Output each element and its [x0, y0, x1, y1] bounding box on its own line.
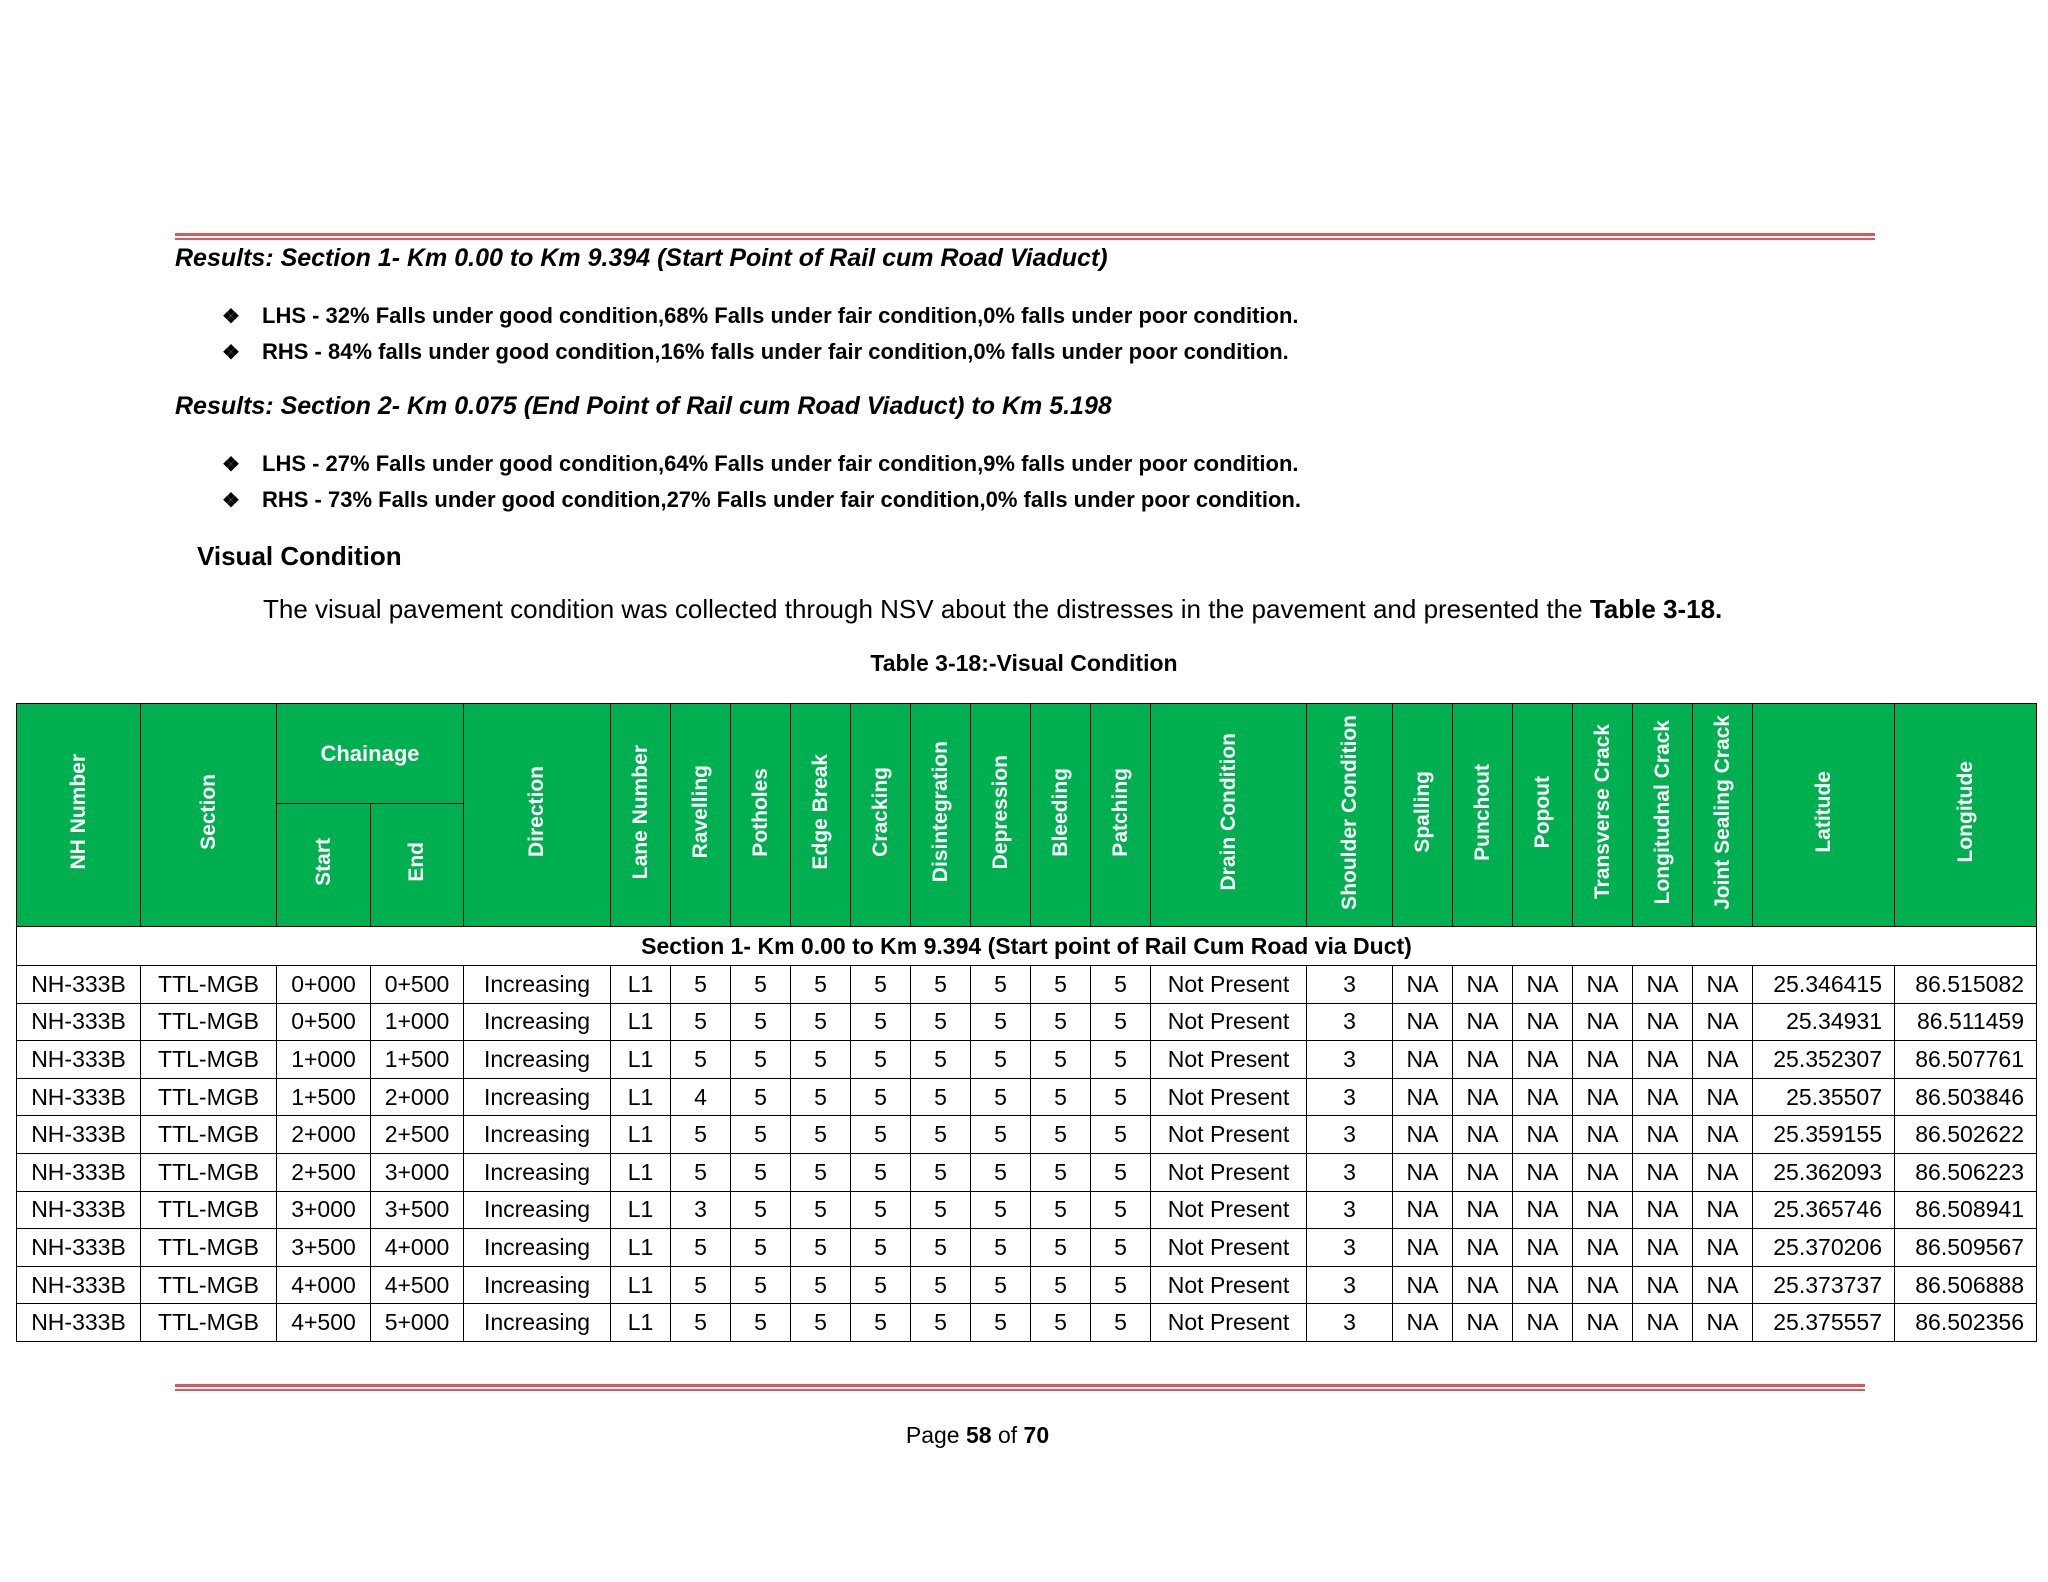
table-cell: NA	[1453, 1266, 1513, 1304]
table-cell: 86.507761	[1895, 1041, 2037, 1079]
table-row	[17, 1266, 2037, 1304]
table-cell: L1	[611, 1003, 671, 1041]
table-cell: 5	[971, 1191, 1031, 1229]
table-cell: 5	[791, 1153, 851, 1191]
table-cell: 5	[791, 1304, 851, 1342]
table-cell: Increasing	[464, 1041, 611, 1079]
results-section-2-bullets	[222, 446, 1301, 518]
table-cell: NA	[1513, 1266, 1573, 1304]
table-cell: 25.362093	[1753, 1153, 1895, 1191]
table-cell: 5	[731, 1003, 791, 1041]
table-cell: 5	[971, 1003, 1031, 1041]
table-cell: 3	[1307, 1153, 1393, 1191]
table-row	[17, 966, 2037, 1004]
section-row	[17, 927, 2037, 966]
table-cell: 4+000	[371, 1229, 464, 1267]
header-spalling: Spalling	[1393, 704, 1453, 927]
table-cell: 5	[671, 1229, 731, 1267]
table-cell: 3	[1307, 1229, 1393, 1267]
header-edge-break: Edge Break	[791, 704, 851, 927]
table-cell: NA	[1633, 1041, 1693, 1079]
table-cell: 5	[851, 1191, 911, 1229]
table-cell: 3	[1307, 1191, 1393, 1229]
header-potholes: Potholes	[731, 704, 791, 927]
table-cell: NA	[1513, 1229, 1573, 1267]
table-cell: Not Present	[1151, 1304, 1307, 1342]
table-cell: 2+000	[371, 1078, 464, 1116]
table-cell: NA	[1393, 1041, 1453, 1079]
visual-condition-heading: Visual Condition	[197, 541, 402, 571]
table-cell: 5	[1091, 1304, 1151, 1342]
table-cell: 5	[911, 1191, 971, 1229]
table-cell: 5	[1031, 1003, 1091, 1041]
diamond-bullet-icon: ❖	[222, 454, 240, 476]
table-cell: 5	[971, 966, 1031, 1004]
table-cell: 5	[911, 1266, 971, 1304]
diamond-bullet-icon: ❖	[222, 306, 240, 328]
table-cell: 5	[851, 1116, 911, 1154]
header-start: Start	[277, 804, 371, 927]
table-cell: 5	[1091, 966, 1151, 1004]
table-cell: NA	[1453, 1041, 1513, 1079]
table-cell: NA	[1513, 966, 1573, 1004]
table-cell: NA	[1693, 1266, 1753, 1304]
table-cell: 5	[971, 1229, 1031, 1267]
table-cell: 3	[1307, 1041, 1393, 1079]
header-chainage: Chainage	[277, 704, 464, 804]
table-cell: 2+500	[277, 1153, 371, 1191]
table-cell: 5	[671, 966, 731, 1004]
header-lane-number: Lane Number	[611, 704, 671, 927]
header-cracking: Cracking	[851, 704, 911, 927]
table-cell: 5	[671, 1003, 731, 1041]
table-cell: 25.375557	[1753, 1304, 1895, 1342]
table-cell: 5	[1091, 1078, 1151, 1116]
table-cell: NA	[1693, 1229, 1753, 1267]
table-cell: NA	[1573, 1116, 1633, 1154]
table-cell: 5	[1031, 1041, 1091, 1079]
section-row-label: Section 1- Km 0.00 to Km 9.394 (Start point of Rail Cum Road via Duct)	[17, 927, 2037, 966]
table-cell: 5	[1031, 1266, 1091, 1304]
table-cell: 3	[1307, 1266, 1393, 1304]
table-cell: 4+500	[371, 1266, 464, 1304]
table-cell: TTL-MGB	[141, 1003, 277, 1041]
table-cell: Not Present	[1151, 1116, 1307, 1154]
table-cell: Not Present	[1151, 1153, 1307, 1191]
table-cell: 4	[671, 1078, 731, 1116]
table-cell: NH-333B	[17, 1229, 141, 1267]
table-cell: NA	[1573, 1078, 1633, 1116]
table-cell: Increasing	[464, 966, 611, 1004]
table-cell: 5	[731, 1116, 791, 1154]
table-cell: L1	[611, 1153, 671, 1191]
table-cell: 25.373737	[1753, 1266, 1895, 1304]
header-drain-condition: Drain Condition	[1151, 704, 1307, 927]
table-caption: Table 3-18:-Visual Condition	[870, 650, 1178, 676]
table-cell: 5	[851, 1153, 911, 1191]
table-cell: 1+000	[371, 1003, 464, 1041]
table-cell: 5	[731, 1153, 791, 1191]
table-cell: 5	[851, 1304, 911, 1342]
table-cell: 5	[1031, 1078, 1091, 1116]
table-cell: 5	[791, 1191, 851, 1229]
header-nh-number: NH Number	[17, 704, 141, 927]
table-cell: TTL-MGB	[141, 1116, 277, 1154]
table-cell: NA	[1393, 1116, 1453, 1154]
table-cell: 5	[1031, 1229, 1091, 1267]
table-cell: 5	[851, 1266, 911, 1304]
table-cell: NH-333B	[17, 1116, 141, 1154]
header-punchout: Punchout	[1453, 704, 1513, 927]
table-cell: 5	[791, 1041, 851, 1079]
header-transverse-crack: Transverse Crack	[1573, 704, 1633, 927]
table-cell: NA	[1633, 1229, 1693, 1267]
table-cell: 5	[911, 1153, 971, 1191]
table-cell: NA	[1693, 1116, 1753, 1154]
table-cell: 2+000	[277, 1116, 371, 1154]
page-total: 70	[1023, 1422, 1050, 1448]
header-end: End	[371, 804, 464, 927]
table-cell: 5	[971, 1116, 1031, 1154]
table-cell: NA	[1393, 1304, 1453, 1342]
table-cell: 5	[911, 1041, 971, 1079]
table-cell: NA	[1513, 1078, 1573, 1116]
table-cell: 1+000	[277, 1041, 371, 1079]
table-cell: NH-333B	[17, 1041, 141, 1079]
table-cell: NH-333B	[17, 966, 141, 1004]
table-cell: 5	[791, 1229, 851, 1267]
table-cell: NA	[1453, 1229, 1513, 1267]
diamond-bullet-icon: ❖	[222, 490, 240, 512]
table-cell: 1+500	[371, 1041, 464, 1079]
table-cell: NA	[1693, 1304, 1753, 1342]
table-cell: 86.509567	[1895, 1229, 2037, 1267]
table-cell: Increasing	[464, 1191, 611, 1229]
header-longitudinal-crack: Longitudnal Crack	[1633, 704, 1693, 927]
table-cell: Increasing	[464, 1266, 611, 1304]
table-cell: 5	[731, 1041, 791, 1079]
table-row	[17, 1041, 2037, 1079]
table-cell: 3	[671, 1191, 731, 1229]
table-cell: NA	[1513, 1041, 1573, 1079]
table-cell: 5	[671, 1041, 731, 1079]
header-joint-sealing-crack: Joint Sealing Crack	[1693, 704, 1753, 927]
table-cell: 3	[1307, 1304, 1393, 1342]
table-cell: 5	[971, 1078, 1031, 1116]
header-direction: Direction	[464, 704, 611, 927]
table-cell: NA	[1573, 1304, 1633, 1342]
table-cell: 5	[851, 966, 911, 1004]
table-cell: 5	[911, 1304, 971, 1342]
diamond-bullet-icon: ❖	[222, 342, 240, 364]
table-cell: 4+500	[277, 1304, 371, 1342]
table-cell: TTL-MGB	[141, 1266, 277, 1304]
table-cell: 25.365746	[1753, 1191, 1895, 1229]
table-cell: NA	[1573, 1153, 1633, 1191]
header-longitude: Longitude	[1895, 704, 2037, 927]
table-cell: Increasing	[464, 1078, 611, 1116]
table-cell: 5	[731, 1078, 791, 1116]
results-section-1-heading: Results: Section 1- Km 0.00 to Km 9.394 (Start Point of Rail cum Road Viaduct)	[175, 244, 1108, 272]
table-cell: 5	[1091, 1229, 1151, 1267]
list-item: ❖ LHS - 27% Falls under good condition,64% Falls under fair condition,9% falls under poor condition.	[222, 446, 1301, 482]
table-cell: 3+000	[277, 1191, 371, 1229]
table-cell: 5	[731, 1266, 791, 1304]
visual-condition-table	[16, 703, 2037, 1342]
list-item: ❖ RHS - 73% Falls under good condition,27% Falls under fair condition,0% falls under poor condition.	[222, 482, 1301, 518]
table-cell: 5	[911, 1229, 971, 1267]
table-cell: NA	[1633, 1003, 1693, 1041]
table-cell: 5	[971, 1266, 1031, 1304]
table-cell: Increasing	[464, 1229, 611, 1267]
table-cell: NA	[1453, 1116, 1513, 1154]
table-cell: NA	[1513, 1153, 1573, 1191]
table-cell: 5	[1031, 1116, 1091, 1154]
table-row	[17, 1116, 2037, 1154]
table-cell: Not Present	[1151, 1191, 1307, 1229]
table-cell: 86.506888	[1895, 1266, 2037, 1304]
table-cell: 2+500	[371, 1116, 464, 1154]
table-cell: L1	[611, 1229, 671, 1267]
table-cell: NA	[1453, 966, 1513, 1004]
table-cell: 5	[1091, 1153, 1151, 1191]
table-cell: 5	[791, 1003, 851, 1041]
table-cell: 5	[731, 1229, 791, 1267]
table-cell: 25.34931	[1753, 1003, 1895, 1041]
table-cell: 25.346415	[1753, 966, 1895, 1004]
table-cell: 4+000	[277, 1266, 371, 1304]
table-cell: NH-333B	[17, 1003, 141, 1041]
table-cell: 3+000	[371, 1153, 464, 1191]
table-cell: Increasing	[464, 1153, 611, 1191]
table-cell: 3+500	[277, 1229, 371, 1267]
table-cell: TTL-MGB	[141, 1191, 277, 1229]
page-number: 58	[965, 1422, 992, 1448]
table-cell: 5	[731, 1191, 791, 1229]
table-cell: 5	[1091, 1266, 1151, 1304]
table-cell: NA	[1393, 966, 1453, 1004]
table-cell: NA	[1513, 1003, 1573, 1041]
top-rule	[175, 233, 1875, 240]
table-cell: NA	[1393, 1078, 1453, 1116]
table-cell: 5	[1091, 1041, 1151, 1079]
table-cell: 5	[911, 1116, 971, 1154]
header-popout: Popout	[1513, 704, 1573, 927]
table-cell: Increasing	[464, 1116, 611, 1154]
table-cell: 5	[1031, 1153, 1091, 1191]
table-cell: NA	[1573, 1266, 1633, 1304]
table-cell: 5	[1031, 966, 1091, 1004]
table-cell: NA	[1573, 1041, 1633, 1079]
table-cell: NA	[1693, 1153, 1753, 1191]
table-cell: L1	[611, 1041, 671, 1079]
table-cell: 86.502622	[1895, 1116, 2037, 1154]
table-cell: 5	[671, 1116, 731, 1154]
table-cell: 5	[971, 1153, 1031, 1191]
table-cell: NA	[1693, 1078, 1753, 1116]
table-cell: NH-333B	[17, 1078, 141, 1116]
table-cell: Not Present	[1151, 1229, 1307, 1267]
table-cell: NA	[1693, 1003, 1753, 1041]
table-cell: TTL-MGB	[141, 1153, 277, 1191]
table-cell: 5	[971, 1304, 1031, 1342]
table-cell: Not Present	[1151, 1078, 1307, 1116]
table-cell: 5	[851, 1003, 911, 1041]
table-cell: 5	[731, 966, 791, 1004]
table-cell: 86.506223	[1895, 1153, 2037, 1191]
table-cell: 25.352307	[1753, 1041, 1895, 1079]
table-cell: NA	[1573, 966, 1633, 1004]
table-cell: NA	[1573, 1003, 1633, 1041]
table-cell: 5	[1091, 1191, 1151, 1229]
table-cell: 5	[1031, 1304, 1091, 1342]
table-cell: NH-333B	[17, 1266, 141, 1304]
table-cell: 5	[791, 1266, 851, 1304]
table-cell: Increasing	[464, 1304, 611, 1342]
page-footer: Page 58 of 70	[905, 1422, 1050, 1448]
table-cell: 5	[851, 1229, 911, 1267]
list-item: ❖ LHS - 32% Falls under good condition,68% Falls under fair condition,0% falls under poor condition.	[222, 298, 1299, 334]
table-cell: NH-333B	[17, 1153, 141, 1191]
table-cell: NA	[1393, 1003, 1453, 1041]
header-section: Section	[141, 704, 277, 927]
table-cell: 5	[1091, 1003, 1151, 1041]
header-latitude: Latitude	[1753, 704, 1895, 927]
table-cell: Not Present	[1151, 1003, 1307, 1041]
table-cell: 5	[911, 1078, 971, 1116]
table-cell: L1	[611, 1078, 671, 1116]
table-cell: NA	[1633, 1078, 1693, 1116]
table-cell: NA	[1633, 1191, 1693, 1229]
table-cell: 86.515082	[1895, 966, 2037, 1004]
table-row	[17, 1003, 2037, 1041]
header-patching: Patching	[1091, 704, 1151, 927]
table-cell: TTL-MGB	[141, 1304, 277, 1342]
results-section-1-bullets	[222, 298, 1299, 370]
table-cell: NA	[1513, 1304, 1573, 1342]
table-cell: 5	[851, 1041, 911, 1079]
table-cell: NA	[1573, 1191, 1633, 1229]
table-cell: TTL-MGB	[141, 1229, 277, 1267]
table-cell: NA	[1693, 1191, 1753, 1229]
table-row	[17, 1229, 2037, 1267]
table-cell: NA	[1633, 1266, 1693, 1304]
table-cell: 5	[791, 1116, 851, 1154]
table-cell: NA	[1453, 1191, 1513, 1229]
table-cell: 3+500	[371, 1191, 464, 1229]
table-cell: 5	[851, 1078, 911, 1116]
table-cell: NH-333B	[17, 1191, 141, 1229]
table-cell: 25.370206	[1753, 1229, 1895, 1267]
table-cell: 0+500	[277, 1003, 371, 1041]
table-cell: NA	[1393, 1229, 1453, 1267]
table-cell: TTL-MGB	[141, 1041, 277, 1079]
table-cell: L1	[611, 1304, 671, 1342]
bottom-rule	[175, 1384, 1865, 1391]
table-cell: L1	[611, 1191, 671, 1229]
table-reference: Table 3-18.	[1589, 594, 1723, 624]
table-cell: 5+000	[371, 1304, 464, 1342]
table-cell: NA	[1693, 966, 1753, 1004]
table-row	[17, 1304, 2037, 1342]
table-cell: NA	[1513, 1191, 1573, 1229]
table-cell: 86.502356	[1895, 1304, 2037, 1342]
table-cell: Not Present	[1151, 966, 1307, 1004]
table-cell: NA	[1513, 1116, 1573, 1154]
table-cell: NA	[1453, 1003, 1513, 1041]
table-cell: 5	[1031, 1191, 1091, 1229]
table-cell: NA	[1393, 1266, 1453, 1304]
table-cell: 3	[1307, 966, 1393, 1004]
header-disintegration: Disintegration	[911, 704, 971, 927]
table-cell: 25.35507	[1753, 1078, 1895, 1116]
table-cell: NA	[1693, 1041, 1753, 1079]
table-cell: 5	[911, 966, 971, 1004]
table-cell: NA	[1453, 1078, 1513, 1116]
table-cell: 5	[911, 1003, 971, 1041]
table-cell: 3	[1307, 1116, 1393, 1154]
table-row	[17, 1078, 2037, 1116]
table-cell: NA	[1633, 1304, 1693, 1342]
table-cell: 5	[731, 1304, 791, 1342]
table-cell: 5	[1091, 1116, 1151, 1154]
table-cell: NH-333B	[17, 1304, 141, 1342]
table-cell: 5	[791, 1078, 851, 1116]
table-cell: 3	[1307, 1078, 1393, 1116]
table-cell: NA	[1393, 1191, 1453, 1229]
table-cell: Increasing	[464, 1003, 611, 1041]
table-cell: 5	[791, 966, 851, 1004]
header-shoulder-condition: Shoulder Condition	[1307, 704, 1393, 927]
table-cell: 86.511459	[1895, 1003, 2037, 1041]
table-cell: TTL-MGB	[141, 966, 277, 1004]
table-cell: 0+000	[277, 966, 371, 1004]
header-ravelling: Ravelling	[671, 704, 731, 927]
table-cell: L1	[611, 966, 671, 1004]
table-cell: 0+500	[371, 966, 464, 1004]
table-cell: 3	[1307, 1003, 1393, 1041]
table-cell: NA	[1393, 1153, 1453, 1191]
table-cell: 5	[671, 1266, 731, 1304]
table-cell: NA	[1633, 1153, 1693, 1191]
table-cell: 1+500	[277, 1078, 371, 1116]
table-cell: 5	[671, 1304, 731, 1342]
header-bleeding: Bleeding	[1031, 704, 1091, 927]
table-row	[17, 1153, 2037, 1191]
table-cell: NA	[1453, 1304, 1513, 1342]
visual-condition-paragraph: The visual pavement condition was collected through NSV about the distresses in the pavement and presented the Table 3-18.	[263, 594, 1723, 624]
table-cell: TTL-MGB	[141, 1078, 277, 1116]
table-cell: NA	[1633, 966, 1693, 1004]
list-item: ❖ RHS - 84% falls under good condition,16% falls under fair condition,0% falls under poor condition.	[222, 334, 1299, 370]
table-cell: NA	[1573, 1229, 1633, 1267]
header-depression: Depression	[971, 704, 1031, 927]
table-cell: 25.359155	[1753, 1116, 1895, 1154]
table-cell: L1	[611, 1116, 671, 1154]
table-cell: 5	[971, 1041, 1031, 1079]
table-cell: 86.508941	[1895, 1191, 2037, 1229]
table-cell: NA	[1453, 1153, 1513, 1191]
table-cell: Not Present	[1151, 1041, 1307, 1079]
table-cell: NA	[1633, 1116, 1693, 1154]
table-cell: L1	[611, 1266, 671, 1304]
table-cell: 5	[671, 1153, 731, 1191]
results-section-2-heading: Results: Section 2- Km 0.075 (End Point of Rail cum Road Viaduct) to Km 5.198	[175, 392, 1112, 420]
table-cell: 86.503846	[1895, 1078, 2037, 1116]
table-row	[17, 1191, 2037, 1229]
table-cell: Not Present	[1151, 1266, 1307, 1304]
